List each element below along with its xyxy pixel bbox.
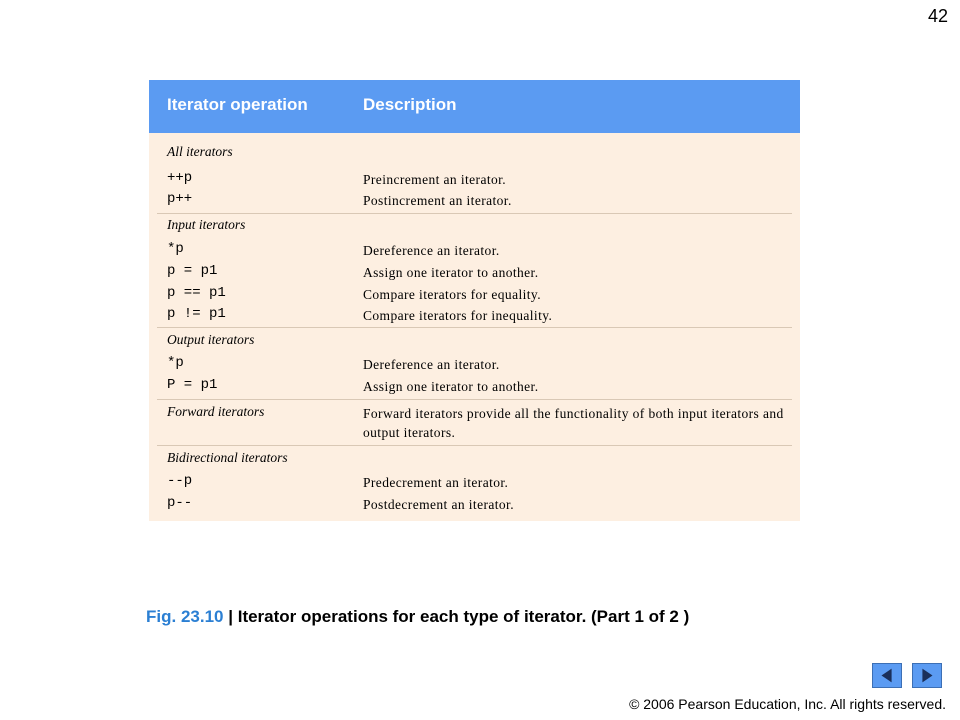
header-description: Description <box>363 95 457 114</box>
operation-description: Compare iterators for inequality. <box>363 308 553 323</box>
operation-code: p-- <box>167 495 193 511</box>
copyright-notice: © 2006 Pearson Education, Inc. All rights reserved. <box>629 696 946 712</box>
iterator-operations-table <box>149 80 800 521</box>
operation-code: --p <box>167 473 193 489</box>
operation-code: *p <box>167 241 184 257</box>
operation-code: *p <box>167 355 184 371</box>
operation-description: Assign one iterator to another. <box>363 379 539 394</box>
operation-code: p = p1 <box>167 263 218 279</box>
section-title: All iterators <box>167 144 233 159</box>
operation-code: P = p1 <box>167 377 218 393</box>
operation-description: Predecrement an iterator. <box>363 475 509 490</box>
operation-description: Postdecrement an iterator. <box>363 497 514 512</box>
caption-separator: | <box>228 607 233 626</box>
section-title: Output iterators <box>167 332 255 347</box>
operation-description: Preincrement an iterator. <box>363 172 507 187</box>
operation-description: Postincrement an iterator. <box>363 193 512 208</box>
operation-description: Dereference an iterator. <box>363 357 500 372</box>
triangle-left-icon <box>873 664 901 687</box>
section-title: Bidirectional iterators <box>167 450 288 465</box>
divider <box>157 213 792 214</box>
section-title: Input iterators <box>167 217 246 232</box>
operation-description: Compare iterators for equality. <box>363 287 541 302</box>
figure-caption <box>146 607 689 627</box>
divider <box>157 327 792 328</box>
previous-slide-button[interactable] <box>872 663 902 688</box>
operation-code: ++p <box>167 170 193 186</box>
caption-text: Iterator operations for each type of iterator. (Part 1 of 2 ) <box>237 607 690 626</box>
operation-description: Dereference an iterator. <box>363 243 500 258</box>
operation-description: Assign one iterator to another. <box>363 265 539 280</box>
operation-code: p != p1 <box>167 306 226 322</box>
section-description: Forward iterators provide all the functionality of both input iterators and output iterators. <box>363 406 784 440</box>
divider <box>157 399 792 400</box>
caption-figure-number: Fig. 23.10 <box>146 607 224 626</box>
divider <box>157 445 792 446</box>
operation-code: p++ <box>167 191 193 207</box>
header-operation: Iterator operation <box>167 95 308 114</box>
page-number: 42 <box>927 6 948 26</box>
next-slide-button[interactable] <box>912 663 942 688</box>
operation-code: p == p1 <box>167 285 226 301</box>
section-title: Forward iterators <box>167 404 265 419</box>
table-header <box>149 80 800 133</box>
triangle-right-icon <box>913 664 941 687</box>
